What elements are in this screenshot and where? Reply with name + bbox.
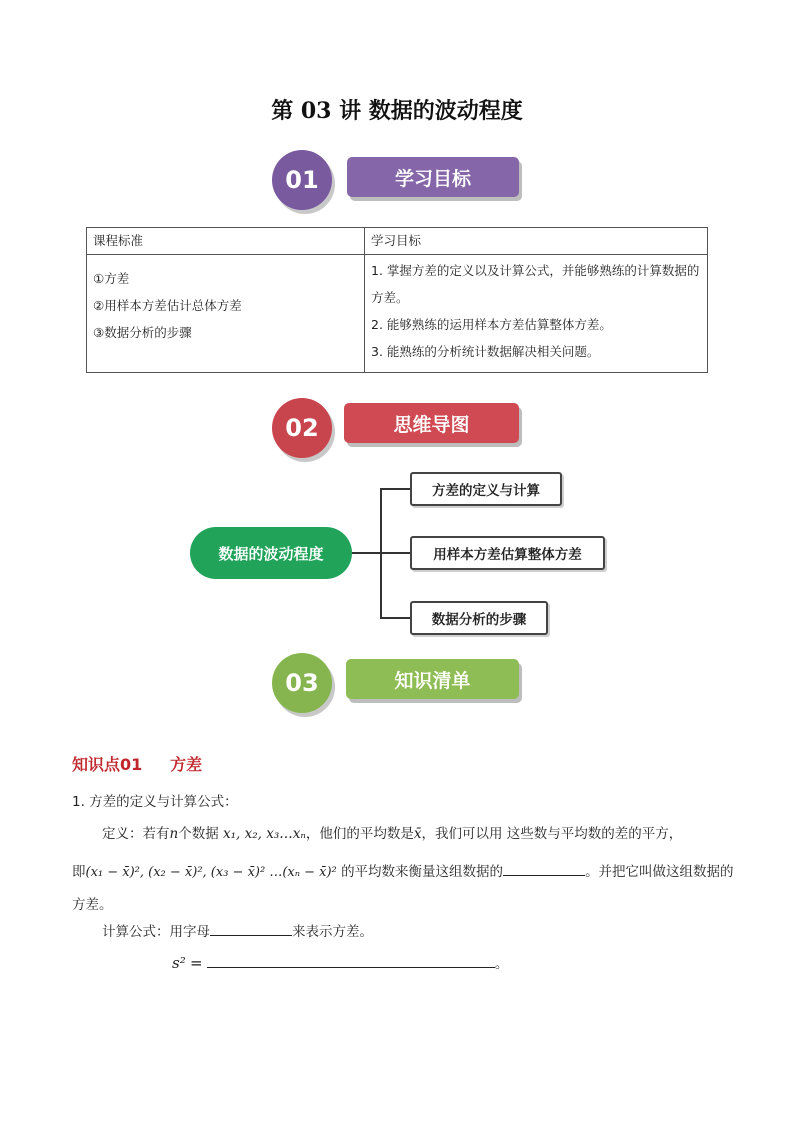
math-mean: x̄	[413, 826, 422, 842]
section-number: 03	[285, 669, 319, 697]
calc-formula-line	[102, 920, 373, 940]
definition-text: 即	[72, 864, 86, 880]
math-equals: =	[190, 954, 203, 972]
mindmap-node-label: 方差的定义与计算	[432, 483, 540, 499]
mindmap-node-label: 数据分析的步骤	[431, 612, 527, 628]
calc-text: 计算公式：用字母	[102, 924, 210, 940]
section-number: 01	[285, 166, 319, 194]
fill-blank[interactable]	[207, 967, 495, 968]
definition-text: ，我们可以用 这些数与平均数的差的平方，	[421, 826, 683, 842]
standard-item: ③数据分析的步骤	[93, 325, 192, 340]
math-variables: x₁, x₂, x₃…xₙ	[223, 826, 306, 842]
section-number-badge	[272, 150, 332, 210]
table-header-goal: 学习目标	[365, 228, 708, 255]
calc-text: 来表示方差。	[292, 924, 373, 940]
section-number-badge	[272, 398, 332, 458]
table-header-standard: 课程标准	[87, 228, 365, 255]
definition-text: 个数据	[178, 826, 219, 842]
section-label-badge	[344, 403, 519, 443]
item-title: 1. 方差的定义与计算公式：	[72, 794, 238, 810]
definition-line	[102, 822, 682, 842]
end-mark: 。	[494, 956, 509, 972]
definition-line	[72, 860, 734, 880]
mindmap-node	[410, 536, 605, 570]
fill-blank[interactable]	[503, 875, 585, 876]
goal-item: 2. 能够熟练的运用样本方差估算整体方差。	[371, 317, 612, 332]
mindmap-connector	[380, 617, 410, 619]
definition-text: 定义：若有	[102, 826, 170, 842]
math-s-squared: s²	[172, 954, 186, 972]
mindmap-connector	[380, 488, 410, 490]
goals-table	[86, 227, 708, 373]
standard-item: ②用样本方差估计总体方差	[93, 298, 242, 313]
goal-item: 3. 能熟练的分析统计数据解决相关问题。	[371, 344, 600, 359]
math-formula: (x₁ − x̄)², (x₂ − x̄)², (x₃ − x̄)² …(xₙ − x̄)²	[85, 865, 337, 880]
section-number: 02	[285, 414, 319, 442]
section-number-badge	[272, 653, 332, 713]
definition-text: 。并把它叫做这组数据的	[585, 864, 734, 880]
definition-line: 方差。	[72, 897, 113, 913]
math-variable: n	[169, 826, 179, 842]
page-title: 第 03 讲 数据的波动程度	[271, 98, 523, 124]
section-label: 思维导图	[393, 413, 470, 436]
goal-item: 1. 掌握方差的定义以及计算公式，并能够熟练的计算数据的方差。	[371, 263, 700, 305]
mindmap-connector	[380, 552, 410, 554]
section-label-badge	[347, 157, 519, 197]
mindmap-connector	[352, 552, 382, 554]
mindmap-node	[410, 472, 562, 506]
standard-item: ①方差	[93, 271, 130, 286]
variance-formula-line	[172, 952, 508, 972]
mindmap-node	[410, 601, 548, 635]
definition-text: 的平均数来衡量这组数据的	[341, 864, 504, 880]
mindmap-root-label: 数据的波动程度	[218, 544, 324, 563]
section-label-badge	[346, 659, 519, 699]
section-label: 知识清单	[394, 669, 471, 692]
definition-text: ，他们的平均数是	[305, 826, 414, 842]
knowledge-point-heading: 知识点01 方差	[72, 755, 203, 774]
section-label: 学习目标	[394, 167, 471, 190]
mindmap-node-label: 用样本方差估算整体方差	[433, 547, 582, 563]
mindmap-root	[190, 527, 352, 579]
fill-blank[interactable]	[210, 935, 292, 936]
